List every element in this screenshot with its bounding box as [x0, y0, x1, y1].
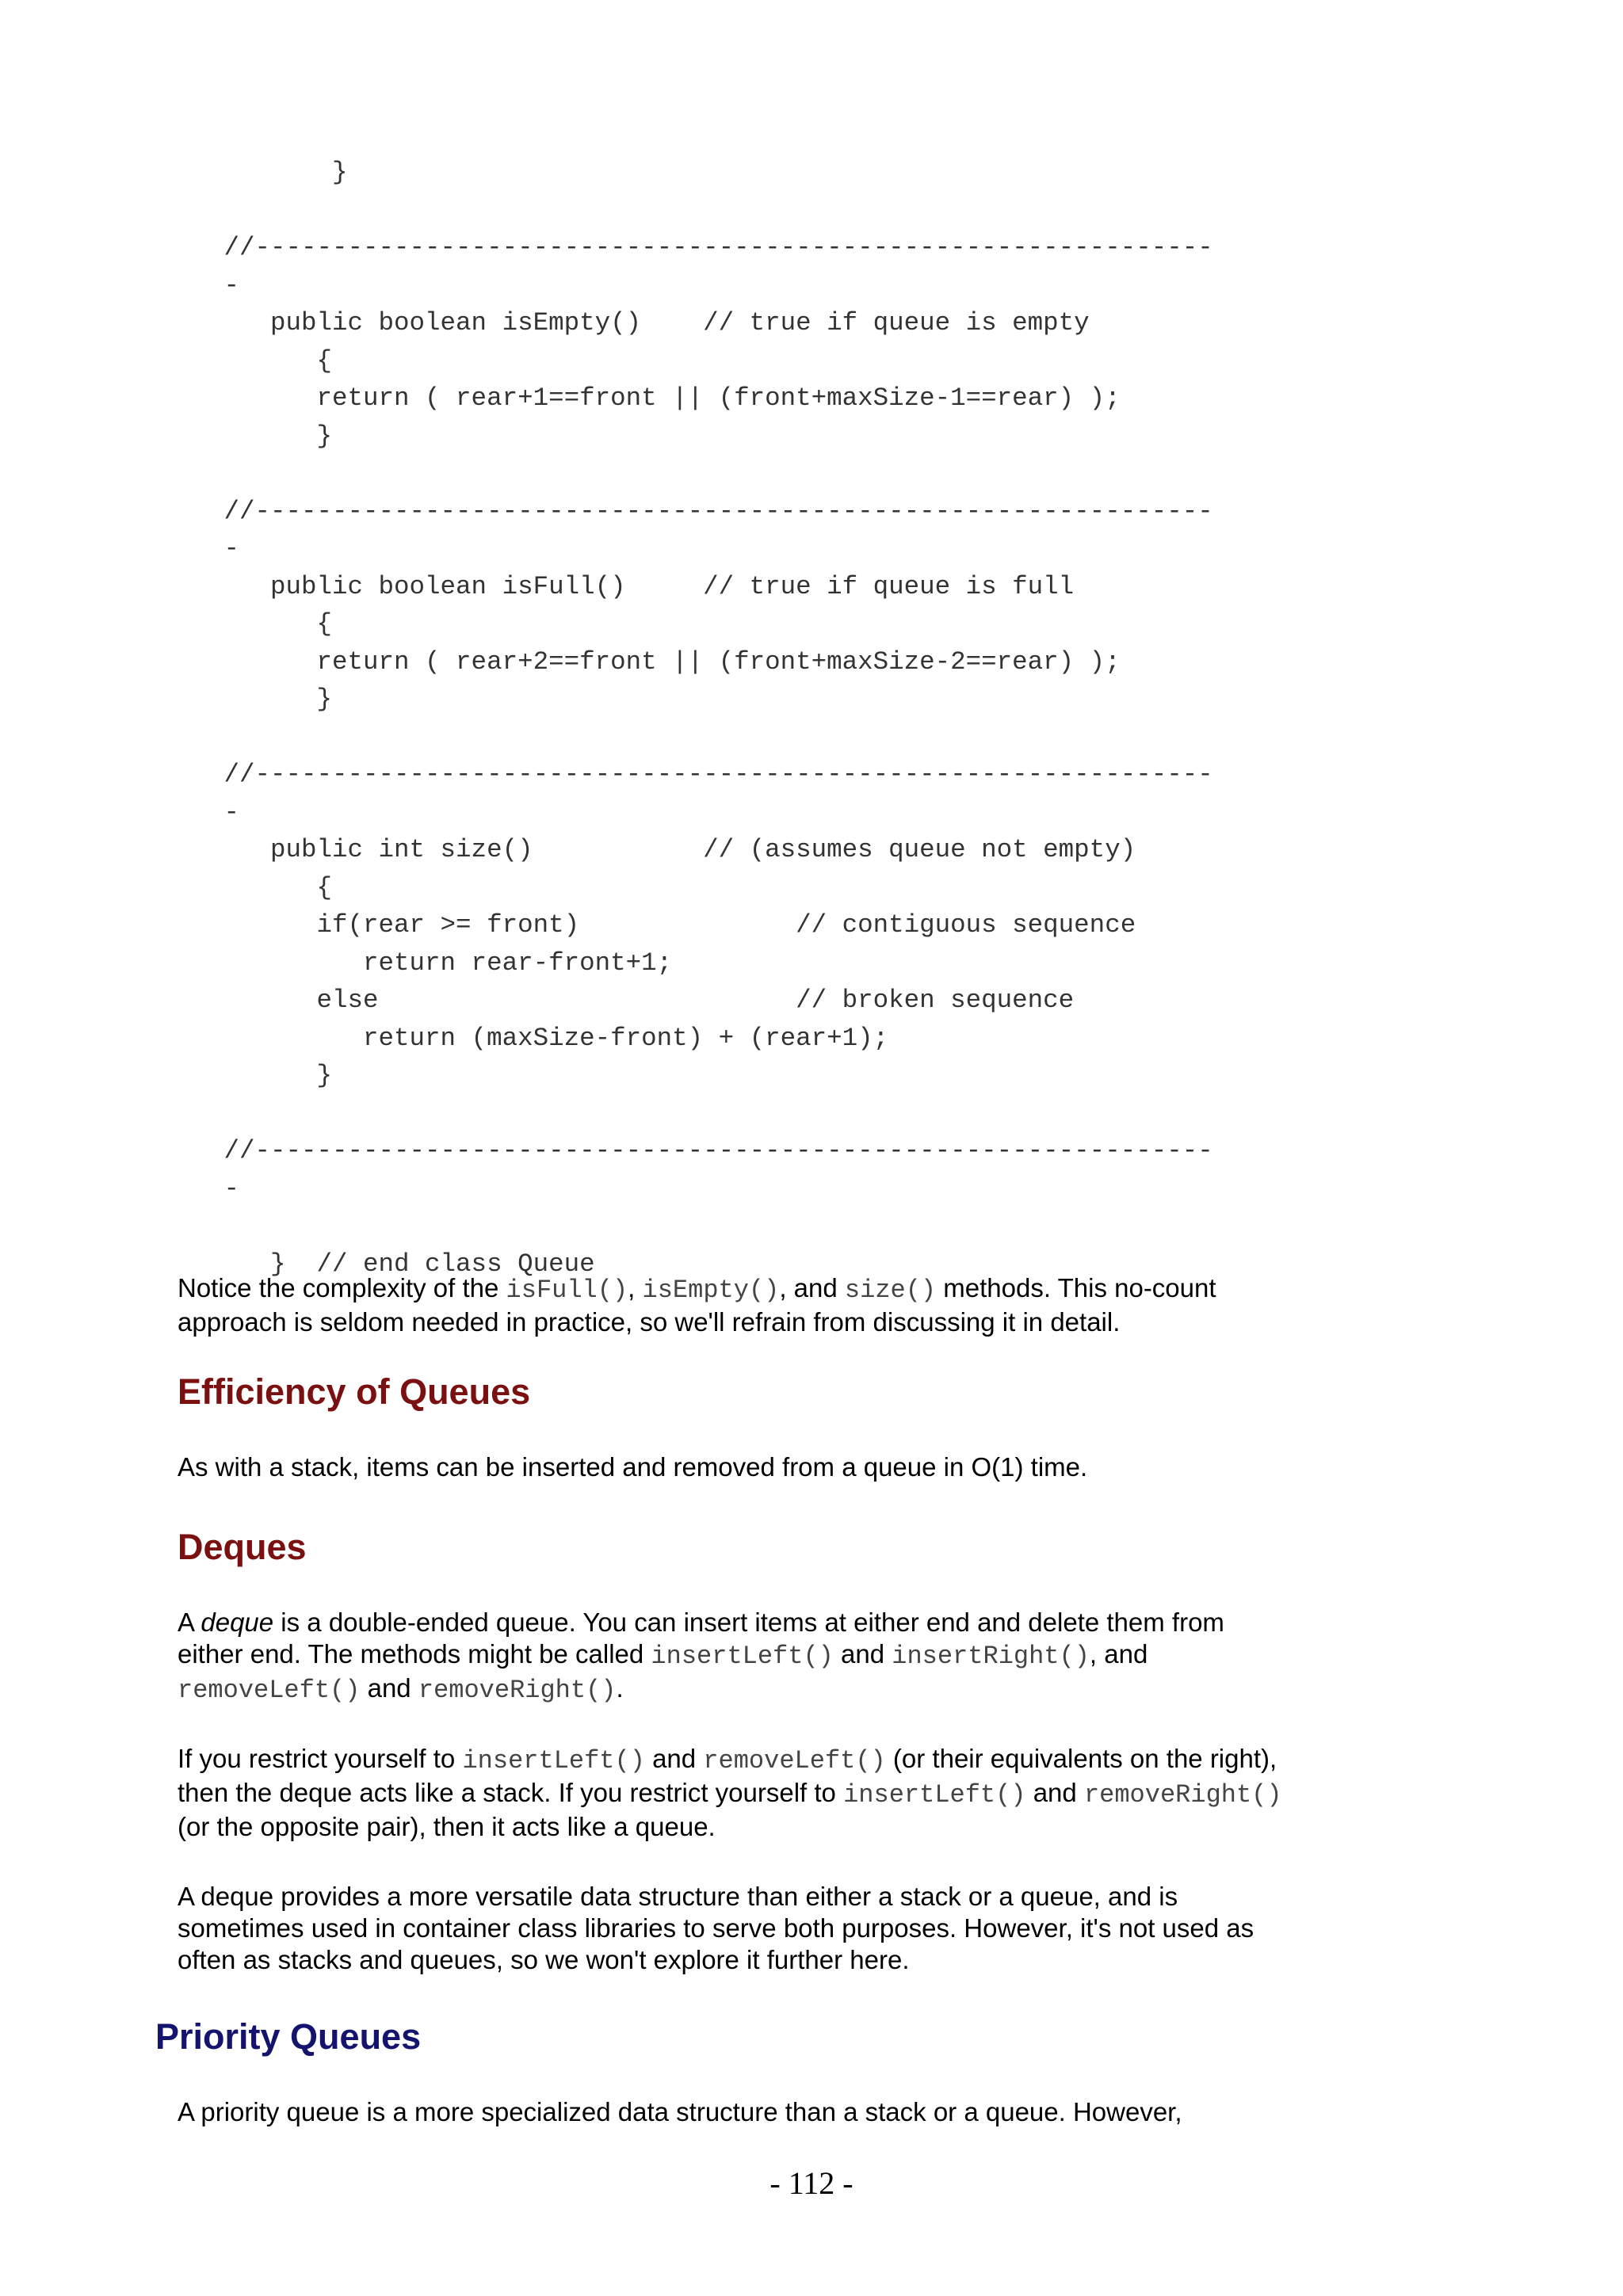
text-run: , and — [1089, 1639, 1148, 1669]
text-run: and — [833, 1639, 892, 1669]
text-run: Notice the complexity of the — [178, 1273, 506, 1302]
inline-code: removeRight() — [418, 1676, 617, 1705]
deques-paragraph-1 — [178, 1607, 1287, 1707]
notice-paragraph — [178, 1272, 1287, 1338]
inline-code: removeLeft() — [178, 1676, 361, 1705]
text-run: . — [616, 1673, 624, 1703]
deques-paragraph-3: A deque provides a more versatile data structure than either a stack or a queue, and is sometimes used in container class libraries to serve both purposes. However, it's not used as often as stacks and queues, so we won't explore it further here. — [178, 1882, 1254, 1974]
text-run: is a double-ended queue. You can insert items at either end and delete them from either end. The methods might be called — [178, 1608, 1224, 1669]
heading-priority-queues: Priority Queues — [155, 2016, 422, 2057]
heading-efficiency-of-queues: Efficiency of Queues — [178, 1371, 531, 1412]
code-block: } //-------------------------------------------------------------- - public boolean isEmpty() // true if queue is empty { return ( rear+1==front || (front+maxSize-1==rear) ); } //-------------------------------------------------------------- - public boolean isFull() // true if queue is full { return ( rear+2==front || (front+maxSize-2==rear) ); } //-------------------------------------------------------------- - public int size() // (assumes queue not empty) { if(rear >= front) // contiguous sequence return rear-front+1; else // broken sequence return (maxSize-front) + (rear+1); } //-------------------------------------------------------------- - } // end class Queue — [223, 158, 1213, 1279]
text-run: (or the opposite pair), then it acts like a queue. — [178, 1812, 716, 1841]
deques-paragraph-2 — [178, 1743, 1287, 1843]
text-run: methods. This no-count approach is seldom needed in practice, so we'll refrain from discussing it in detail. — [178, 1273, 1216, 1337]
inline-code: size() — [844, 1276, 937, 1305]
text-run: , — [628, 1273, 643, 1302]
text-run: and — [1025, 1778, 1084, 1807]
text-run: and — [360, 1673, 418, 1703]
emphasis-deque: deque — [200, 1608, 274, 1637]
page-number: - 112 - — [769, 2165, 854, 2201]
text-run: , and — [779, 1273, 845, 1302]
text-run: A — [178, 1608, 201, 1637]
inline-code: insertLeft() — [843, 1780, 1026, 1810]
inline-code: isFull() — [506, 1276, 628, 1305]
text-run: (or their equivalents on the right), then the deque acts like a stack. If you restrict yourself to — [178, 1744, 1277, 1807]
heading-deques: Deques — [178, 1527, 307, 1567]
inline-code: removeLeft() — [703, 1746, 886, 1775]
inline-code: insertLeft() — [462, 1746, 645, 1775]
inline-code: insertLeft() — [651, 1642, 834, 1671]
inline-code: insertRight() — [892, 1642, 1090, 1671]
inline-code: isEmpty() — [642, 1276, 780, 1305]
text-run: If you restrict yourself to — [178, 1744, 463, 1773]
priority-queues-paragraph: A priority queue is a more specialized data structure than a stack or a queue. However, — [178, 2097, 1182, 2126]
text-run: and — [644, 1744, 704, 1773]
inline-code: removeRight() — [1083, 1780, 1282, 1810]
efficiency-paragraph: As with a stack, items can be inserted and removed from a queue in O(1) time. — [178, 1452, 1088, 1482]
